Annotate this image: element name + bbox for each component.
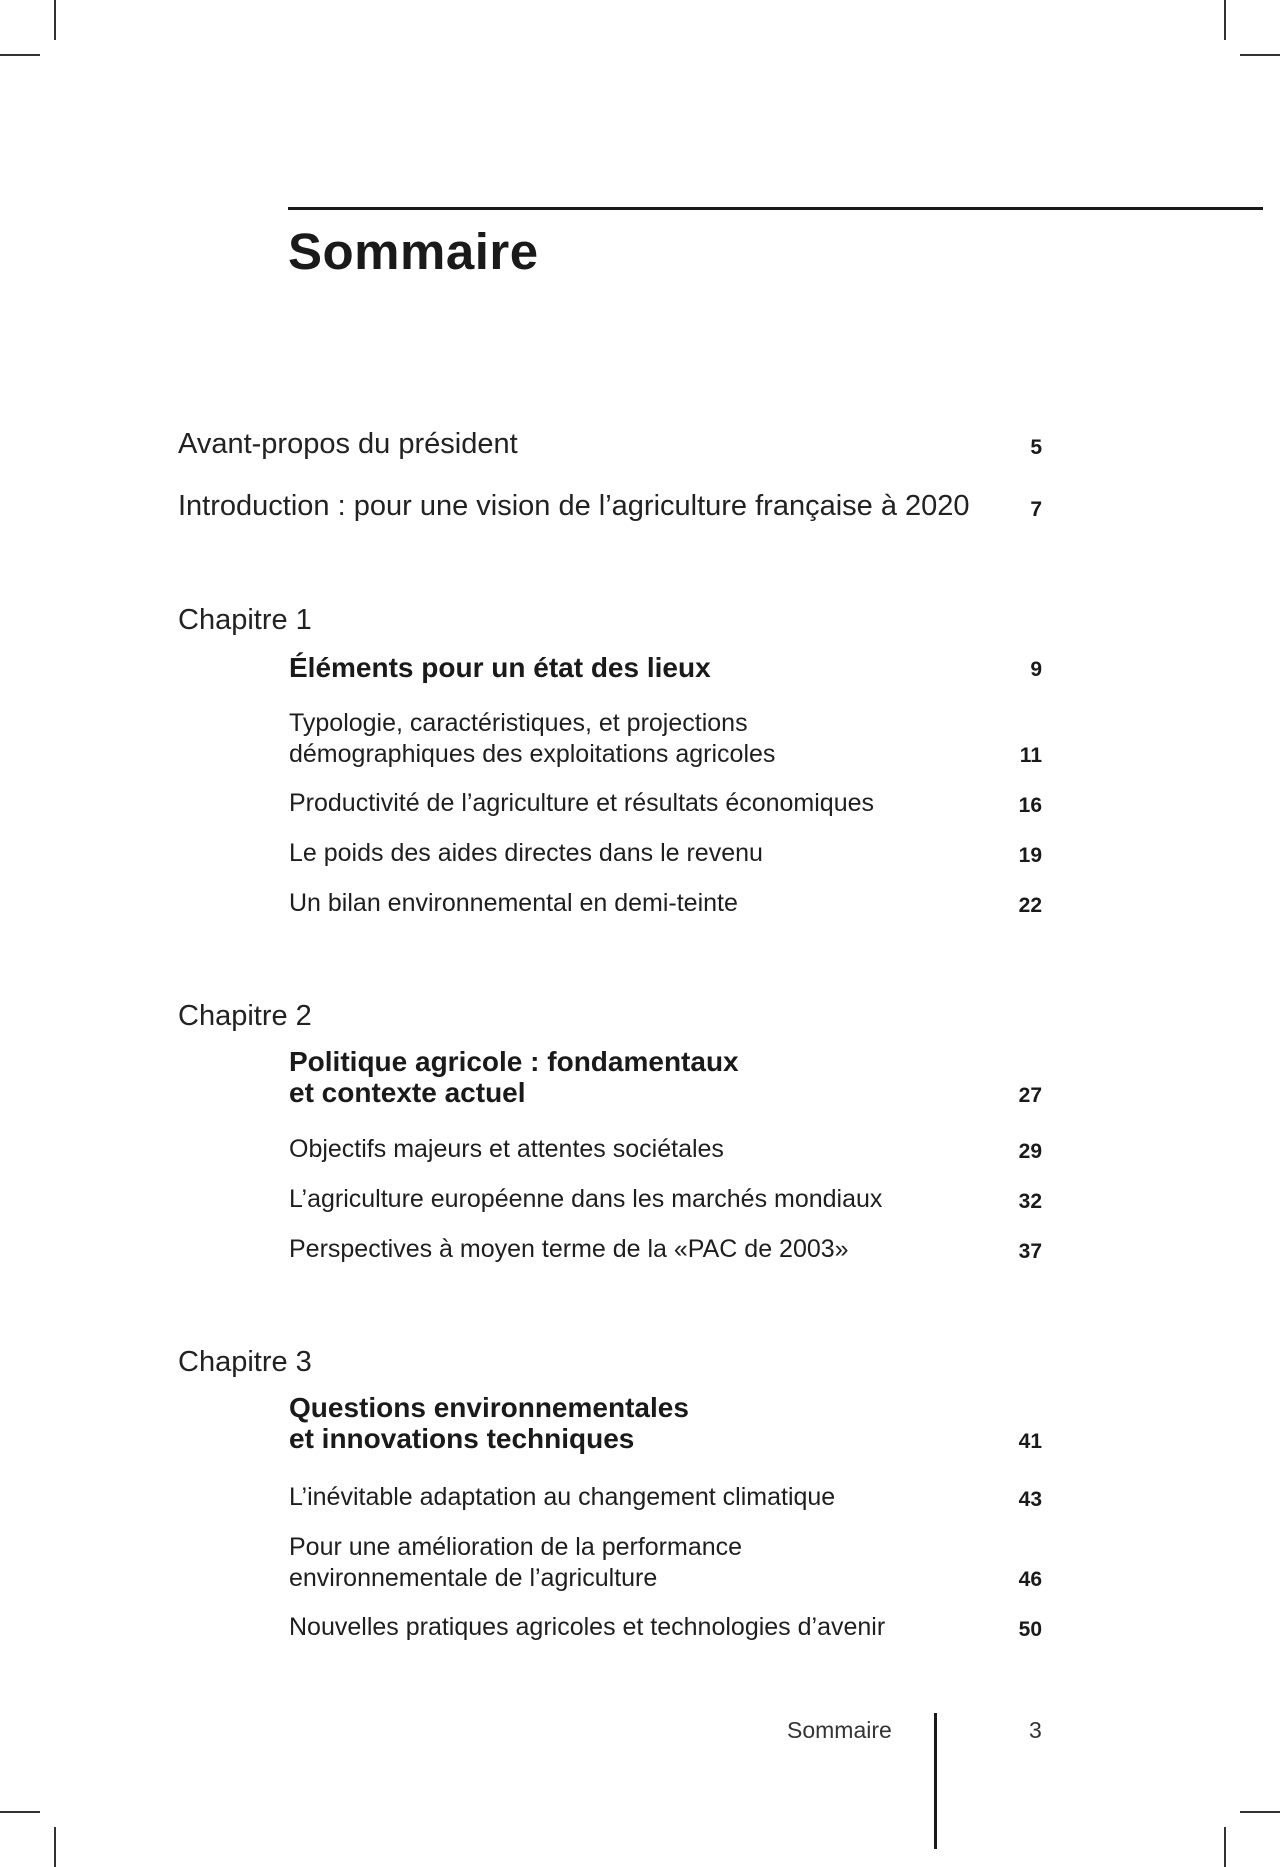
chapter-heading-line: Politique agricole : fondamentaux: [289, 1046, 739, 1077]
toc-section-entry[interactable]: [0, 838, 1280, 878]
section-line: Productivité de l’agriculture et résultats économiques: [289, 789, 875, 817]
toc-page-number: 7: [1030, 498, 1042, 521]
crop-mark: [1224, 1827, 1226, 1867]
footer-label: Sommaire: [787, 1717, 892, 1743]
toc-page-number: 29: [1018, 1140, 1042, 1163]
crop-mark: [0, 54, 40, 56]
title-rule: [288, 207, 1263, 210]
crop-mark: [1240, 54, 1280, 56]
section-line: Un bilan environnemental en demi-teinte: [289, 889, 738, 917]
toc-entry-label: Avant-propos du président: [178, 428, 518, 460]
toc-chapter-heading[interactable]: [0, 652, 1280, 692]
toc-section-entry[interactable]: [0, 1532, 1280, 1598]
chapter-label: Chapitre 3: [178, 1346, 312, 1378]
toc-entry-foreword[interactable]: [0, 428, 1280, 468]
footer-rule: [934, 1713, 937, 1849]
toc-section-entry[interactable]: [0, 1482, 1280, 1522]
toc-page-number: 27: [1018, 1084, 1042, 1107]
toc-section-entry[interactable]: [0, 1234, 1280, 1274]
section-line: démographiques des exploitations agricoles: [289, 740, 776, 768]
toc-section-entry[interactable]: [0, 708, 1280, 774]
chapter-heading-line: et contexte actuel: [289, 1077, 526, 1108]
toc-entry-label: Introduction : pour une vision de l’agriculture française à 2020: [178, 490, 970, 522]
toc-page-number: 41: [1018, 1430, 1042, 1453]
toc-entry-introduction[interactable]: [0, 490, 1280, 530]
section-line: L’inévitable adaptation au changement climatique: [289, 1483, 836, 1511]
toc-page-number: 22: [1018, 894, 1042, 917]
crop-mark: [0, 1811, 40, 1813]
section-line: Nouvelles pratiques agricoles et technologies d’avenir: [289, 1613, 886, 1641]
section-line: Pour une amélioration de la performance: [289, 1533, 743, 1561]
section-line: Objectifs majeurs et attentes sociétales: [289, 1135, 724, 1163]
section-line: Perspectives à moyen terme de la «PAC de 2003»: [289, 1235, 849, 1263]
toc-page-number: 50: [1018, 1618, 1042, 1641]
toc-page-number: 5: [1030, 436, 1042, 459]
toc-page-number: 16: [1018, 794, 1042, 817]
crop-mark: [54, 0, 56, 40]
toc-page-number: 43: [1018, 1488, 1042, 1511]
chapter-heading-line: Éléments pour un état des lieux: [289, 652, 711, 683]
toc-section-entry[interactable]: [0, 1612, 1280, 1652]
toc-page-number: 46: [1018, 1568, 1042, 1591]
section-line: Le poids des aides directes dans le revenu: [289, 839, 763, 867]
crop-mark: [1224, 0, 1226, 40]
chapter-heading-line: Questions environnementales: [289, 1392, 689, 1423]
toc-page-number: 9: [1030, 658, 1042, 681]
toc-chapter-heading[interactable]: [0, 1046, 1280, 1112]
page-number: 3: [1029, 1717, 1042, 1743]
toc-section-entry[interactable]: [0, 1184, 1280, 1224]
chapter-label: Chapitre 1: [178, 604, 312, 636]
toc-page-number: 37: [1018, 1240, 1042, 1263]
crop-mark: [54, 1827, 56, 1867]
toc-page-number: 32: [1018, 1190, 1042, 1213]
toc-page-number: 19: [1018, 844, 1042, 867]
section-line: L’agriculture européenne dans les marchés mondiaux: [289, 1185, 883, 1213]
toc-section-entry[interactable]: [0, 888, 1280, 928]
chapter-label: Chapitre 2: [178, 1000, 312, 1032]
crop-mark: [1240, 1811, 1280, 1813]
chapter-heading-line: et innovations techniques: [289, 1423, 635, 1454]
toc-section-entry[interactable]: [0, 1134, 1280, 1174]
section-line: Typologie, caractéristiques, et projections: [289, 709, 748, 737]
toc-section-entry[interactable]: [0, 788, 1280, 828]
section-line: environnementale de l’agriculture: [289, 1564, 658, 1592]
page-title: Sommaire: [288, 223, 539, 280]
toc-chapter-heading[interactable]: [0, 1392, 1280, 1458]
toc-page-number: 11: [1019, 744, 1042, 767]
